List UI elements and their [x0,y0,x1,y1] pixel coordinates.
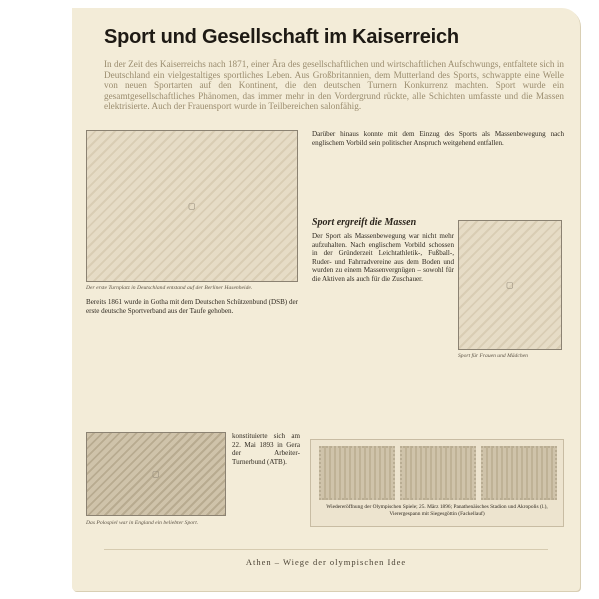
polo-caption: Das Polospiel war in England ein beliebter Sport. [86,520,199,526]
frauensport-illustration [458,220,562,350]
stamp-chariot [481,446,557,500]
image-placeholder-icon: ▢ [505,280,515,290]
intro-paragraph: In der Zeit des Kaiserreichs nach 1871, einer Ära des gesellschaftlichen und wirtschaftlichen Aufschwungs, entfaltete sich in Deutschland ein vielgestaltiges sportliches Leben. Aus Großbritannien, dem Mutterland des Sports, schwappte eine Welle von neuen Sportarten auf den Kontinent, die den deutschen Turnern Konkurrenz machten. Sport wurde ein gesamtgesellschaftliches Phänomen, das immer mehr in den Vordergrund rückte, alle Schichten umfasste und die Massen elektrisierte. Auch der Frauensport wurde in Teilbereichen salonfähig. [104,59,564,112]
polo-illustration [86,432,226,516]
turnplatz-illustration [86,130,298,282]
page-footer: Athen – Wiege der olympischen Idee [245,557,407,567]
olympic-stamps-panel [310,439,564,527]
footer-divider [104,549,548,550]
image-placeholder-icon: ▢ [187,201,197,211]
image-placeholder-icon: ▢ [151,469,161,479]
frauensport-caption: Sport für Frauen und Mädchen [458,353,528,359]
stamps-caption: Wiedereröffnung der Olympischen Spiele; 25. März 1896; Panathenäisches Stadion und Akropolis (l.), Vierergespann mit Siegesgöttin (Fackellauf) [326,504,548,517]
page-title: Sport und Gesellschaft im Kaiserreich [104,26,459,48]
right-column-text: Darüber hinaus konnte mit dem Einzug des Sports als Massenbewegung nach englischem Vorbild sein politischer Anspruch weitgehend entfallen. [312,130,564,147]
turnplatz-caption: Der erste Turnplatz in Deutschland entstand auf der Berliner Hasenheide. [86,285,253,291]
stamp-stadium [319,446,395,500]
page-sheet [72,8,580,591]
stamp-akropolis [400,446,476,500]
section-heading-massen: Sport ergreift die Massen [312,217,417,228]
atb-text: konstituierte sich am 22. Mai 1893 in Gera der Arbeiter-Turnerbund (ATB). [232,432,300,466]
left-column-text: Bereits 1861 wurde in Gotha mit dem Deutschen Schützenbund (DSB) der erste deutsche Sportverband aus der Taufe gehoben. [86,298,298,315]
massen-text: Der Sport als Massenbewegung war nicht mehr aufzuhalten. Nach englischem Vorbild schossen in der Gründerzeit Leichtathletik-, Fußball-, Ruder- und Fahrradvereine aus dem Boden und wurden zu einem Massenvergnügen – sowohl für die Aktiven als auch für die Zuschauer. [312,232,454,283]
